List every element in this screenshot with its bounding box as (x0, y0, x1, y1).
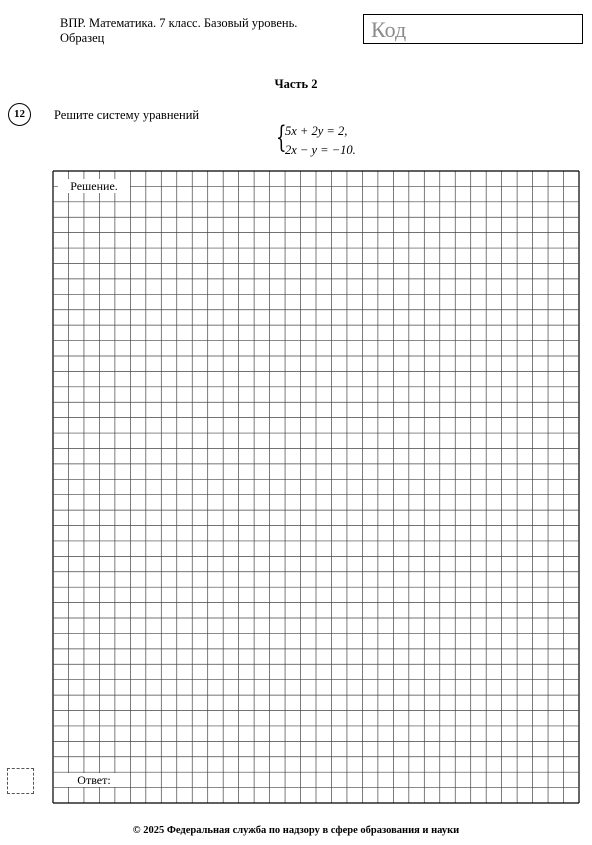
header-line-1: ВПР. Математика. 7 класс. Базовый уровень. (60, 16, 298, 30)
solution-label: Решение. (58, 179, 130, 193)
code-label: Код (371, 17, 407, 42)
part-title: Часть 2 (274, 77, 318, 91)
equation-1: 5x + 2y = 2, (285, 124, 348, 138)
header-line-2: Образец (60, 31, 105, 45)
answer-label: Ответ: (58, 773, 130, 787)
score-box (7, 768, 34, 794)
equation-2: 2x − y = −10. (285, 143, 356, 157)
footer-copyright: © 2025 Федеральная служба по надзору в сфере образования и науки (132, 825, 460, 836)
system-brace: { (276, 120, 287, 155)
task-text: Решите систему уравнений (54, 108, 200, 122)
task-number-badge: 12 (8, 103, 31, 126)
